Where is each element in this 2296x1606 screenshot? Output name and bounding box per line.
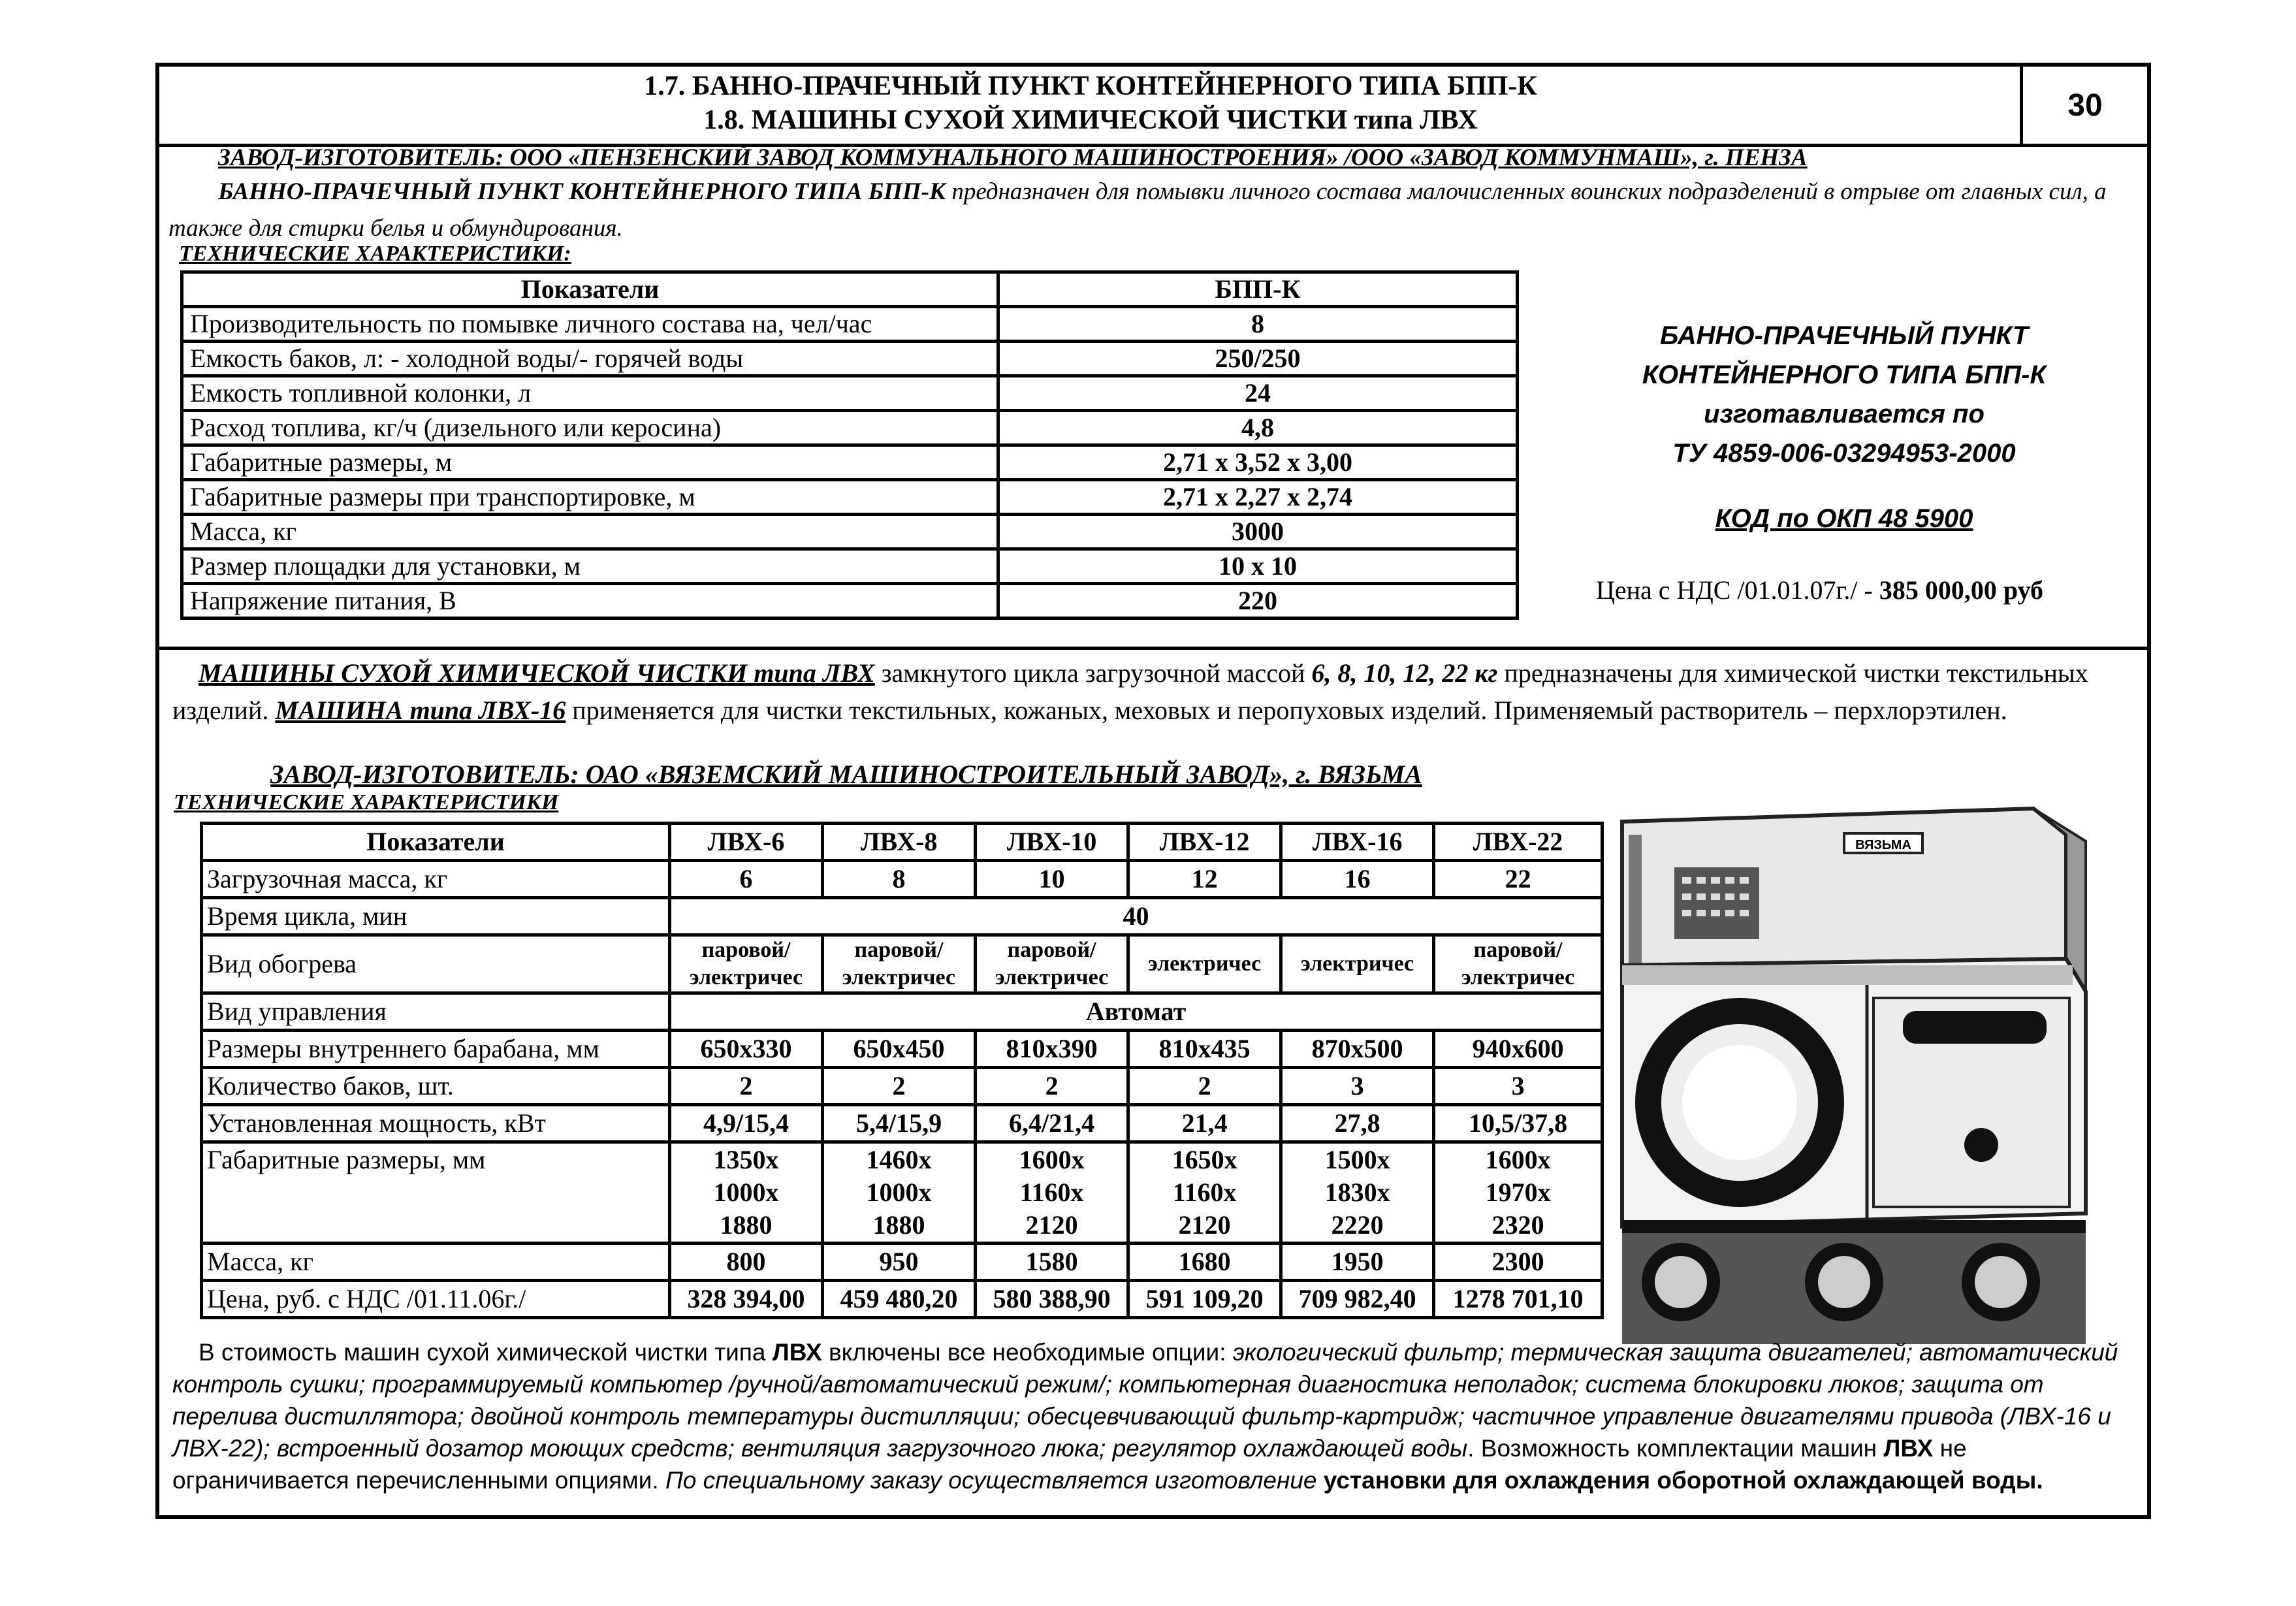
row-label: Емкость баков, л: - холодной воды/- горячей воды	[182, 342, 998, 376]
cell: 2	[823, 1068, 976, 1105]
column-header: ЛВХ-8	[823, 824, 976, 861]
row-label: Габаритные размеры, м	[182, 445, 998, 480]
side-line: изготавливается по	[1704, 400, 1985, 428]
heating-steam: паровой/	[854, 938, 944, 962]
bpp-side-note	[1570, 316, 2118, 538]
row-label: Время цикла, мин	[202, 898, 670, 935]
note-bold: ЛВХ	[1883, 1435, 1934, 1462]
note-text: В стоимость машин сухой химической чистки типа	[199, 1339, 773, 1366]
cell	[823, 935, 976, 993]
note-special: По специальному заказу осуществляется изготовление	[665, 1467, 1317, 1494]
note-bold: ЛВХ	[772, 1339, 822, 1366]
cell: 940х600	[1434, 1031, 1602, 1068]
dim-value: 1830х	[1324, 1178, 1390, 1207]
row-value: 220	[998, 584, 1518, 618]
dim-value: 2320	[1491, 1210, 1544, 1240]
dim-value: 1160х	[1172, 1178, 1237, 1207]
table-row	[202, 1105, 1602, 1142]
dim-value: 1160х	[1019, 1178, 1084, 1207]
heating-electric: электричес	[842, 965, 956, 989]
row-value: 2,71 х 3,52 х 3,00	[998, 445, 1518, 480]
title-bpp: 1.7. БАННО-ПРАЧЕЧНЫЙ ПУНКТ КОНТЕЙНЕРНОГО ТИПА БПП-К	[644, 71, 1537, 101]
dim-value: 1970х	[1485, 1178, 1551, 1207]
cell: 2	[1128, 1068, 1281, 1105]
bpp-intro	[168, 174, 2134, 247]
table-row	[182, 376, 1518, 411]
section-divider	[159, 647, 2147, 650]
side-line: ТУ 4859-006-03294953-2000	[1672, 439, 2016, 468]
note-bold: установки для охлаждения оборотной охлаждающей воды.	[1316, 1467, 2043, 1494]
heating-electric: электричес	[995, 965, 1109, 989]
row-value: 4,8	[998, 411, 1518, 445]
lvx-desc-text: применяется для чистки текстильных, кожаных, меховых и перопуховых изделий. Применяемый растворитель – перхлорэтилен.	[566, 696, 2007, 725]
row-label: Габаритные размеры, мм	[202, 1142, 670, 1244]
row-label: Масса, кг	[202, 1244, 670, 1281]
table-row	[182, 342, 1518, 376]
row-label: Количество баков, шт.	[202, 1068, 670, 1105]
cell: 1278 701,10	[1434, 1281, 1602, 1318]
table-row	[182, 411, 1518, 445]
row-label: Габаритные размеры при транспортировке, м	[182, 480, 998, 515]
cell	[976, 1142, 1128, 1244]
cell: 591 109,20	[1128, 1281, 1281, 1318]
lvx-desc-text: замкнутого цикла загрузочной массой	[874, 658, 1312, 688]
note-text: не ограничивается перечисленными опциями.	[172, 1435, 1967, 1494]
cell: 8	[823, 861, 976, 898]
column-header: Показатели	[182, 272, 998, 307]
row-label: Производительность по помывке личного состава на, чел/час	[182, 307, 998, 342]
cell: 3	[1281, 1068, 1434, 1105]
bpp-tech-heading: ТЕХНИЧЕСКИЕ ХАРАКТЕРИСТИКИ:	[179, 242, 571, 266]
row-value: 250/250	[998, 342, 1518, 376]
row-label: Напряжение питания, В	[182, 584, 998, 618]
dim-value: 1460х	[866, 1145, 932, 1174]
lvx-manufacturer: ЗАВОД-ИЗГОТОВИТЕЛЬ: ОАО «ВЯЗЕМСКИЙ МАШИНОСТРОИТЕЛЬНЫЙ ЗАВОД», г. ВЯЗЬМА	[270, 760, 1422, 789]
cell: 650х330	[670, 1031, 823, 1068]
table-row	[182, 549, 1518, 584]
cell	[1434, 1142, 1602, 1244]
dim-value: 1600х	[1019, 1145, 1085, 1174]
cell: 12	[1128, 861, 1281, 898]
table-row	[202, 993, 1602, 1031]
table-row	[182, 515, 1518, 549]
table-row	[182, 445, 1518, 480]
cell	[1434, 935, 1602, 993]
dim-value: 2120	[1025, 1210, 1078, 1240]
table-row	[182, 584, 1518, 618]
table-row	[202, 1281, 1602, 1318]
heating-steam: паровой/	[1473, 938, 1563, 962]
cell: 709 982,40	[1281, 1281, 1434, 1318]
photo-badge: ВЯЗЬМА	[1855, 838, 1911, 852]
cell	[1128, 1142, 1281, 1244]
table-header-row	[182, 272, 1518, 307]
row-value: 8	[998, 307, 1518, 342]
heating-steam: паровой/	[701, 938, 791, 962]
row-label: Расход топлива, кг/ч (дизельного или керосина)	[182, 411, 998, 445]
column-header: ЛВХ-22	[1434, 824, 1602, 861]
row-value: 3000	[998, 515, 1518, 549]
lvx-spec-table	[200, 822, 1604, 1319]
cell	[976, 935, 1128, 993]
cell: 3	[1434, 1068, 1602, 1105]
bpp-intro-title: БАННО-ПРАЧЕЧНЫЙ ПУНКТ КОНТЕЙНЕРНОГО ТИПА БПП-К	[218, 178, 946, 205]
cell: 800	[670, 1244, 823, 1281]
note-text: включены все необходимые опции:	[821, 1339, 1233, 1366]
lvx-tech-heading: ТЕХНИЧЕСКИЕ ХАРАКТЕРИСТИКИ	[174, 790, 559, 814]
table-row	[202, 935, 1602, 993]
cell: 1950	[1281, 1244, 1434, 1281]
dim-value: 2120	[1178, 1210, 1231, 1240]
row-label: Размеры внутреннего барабана, мм	[202, 1031, 670, 1068]
cell: 2300	[1434, 1244, 1602, 1281]
cell: 2	[670, 1068, 823, 1105]
row-label: Вид обогрева	[202, 935, 670, 993]
cell: 5,4/15,9	[823, 1105, 976, 1142]
cell: 650х450	[823, 1031, 976, 1068]
cell: 6,4/21,4	[976, 1105, 1128, 1142]
column-header: ЛВХ-10	[976, 824, 1128, 861]
bpp-price-value: 385 000,00 руб	[1879, 575, 2044, 605]
cell: 10,5/37,8	[1434, 1105, 1602, 1142]
note-options: экологический фильтр; термическая защита двигателей; автоматический контроль сушки; программируемый компьютер /ручной/автоматический режим/; компьютерная диагностика неполадок; система блокировки люков; защита от перелива дистиллятора; двойной контроль температуры дистилляции; обесцевчивающий фильтр-картридж; частичное управление двигателями привода (ЛВХ-16 и ЛВХ-22); встроенный дозатор моющих средств; вентиляция загрузочного люка; регулятор охлаждающей воды	[172, 1339, 2118, 1462]
cell: 6	[670, 861, 823, 898]
bpp-price-label: Цена с НДС /01.01.07г./ -	[1596, 575, 1879, 605]
row-value: 24	[998, 376, 1518, 411]
heating-electric: электричес	[689, 965, 803, 989]
cell: электричес	[1281, 935, 1434, 993]
column-header: Показатели	[202, 824, 670, 861]
dim-value: 1650х	[1172, 1145, 1237, 1174]
dim-value: 1880	[720, 1210, 773, 1240]
cell: 16	[1281, 861, 1434, 898]
row-label: Емкость топливной колонки, л	[182, 376, 998, 411]
table-row	[182, 307, 1518, 342]
dry-cleaning-machine-photo	[1609, 795, 2105, 1348]
row-value: 2,71 х 2,27 х 2,74	[998, 480, 1518, 515]
lvx16-lead: МАШИНА типа ЛВХ-16	[275, 696, 566, 725]
table-row	[202, 1244, 1602, 1281]
table-row	[202, 1142, 1602, 1244]
cell	[670, 935, 823, 993]
heating-steam: паровой/	[1007, 938, 1096, 962]
lvx-desc-masses: 6, 8, 10, 12, 22 кг	[1311, 658, 1498, 688]
bpp-price	[1596, 575, 2043, 605]
dim-value: 1000х	[866, 1178, 932, 1207]
column-header: ЛВХ-6	[670, 824, 823, 861]
cell	[1281, 1142, 1434, 1244]
table-row	[202, 861, 1602, 898]
section-titles	[159, 69, 2022, 137]
dim-value: 2220	[1331, 1210, 1384, 1240]
cell: 810х435	[1128, 1031, 1281, 1068]
row-label: Установленная мощность, кВт	[202, 1105, 670, 1142]
lvx-description	[172, 654, 2138, 729]
page-number: 30	[2020, 67, 2147, 144]
row-value: 10 х 10	[998, 549, 1518, 584]
table-header-row	[202, 824, 1602, 861]
column-header: ЛВХ-12	[1128, 824, 1281, 861]
dim-value: 1350х	[713, 1145, 779, 1174]
cell: 870х500	[1281, 1031, 1434, 1068]
page-frame	[155, 63, 2151, 1519]
cell: 459 480,20	[823, 1281, 976, 1318]
row-label: Вид управления	[202, 993, 670, 1031]
bpp-manufacturer: ЗАВОД-ИЗГОТОВИТЕЛЬ: ООО «ПЕНЗЕНСКИЙ ЗАВОД КОММУНАЛЬНОГО МАШИНОСТРОЕНИЯ» /ООО «ЗАВОД КОММУНМАШ», г. ПЕНЗА	[218, 144, 1808, 171]
cell	[670, 1142, 823, 1244]
row-label: Масса, кг	[182, 515, 998, 549]
cell: 4,9/15,4	[670, 1105, 823, 1142]
cell: 1680	[1128, 1244, 1281, 1281]
cell: Автомат	[670, 993, 1602, 1031]
dim-value: 1000х	[713, 1178, 779, 1207]
dim-value: 1600х	[1485, 1145, 1551, 1174]
bpp-spec-table	[180, 270, 1519, 620]
side-line: КОНТЕЙНЕРНОГО ТИПА БПП-К	[1642, 361, 2047, 389]
cell: 950	[823, 1244, 976, 1281]
note-text: . Возможность комплектации машин	[1467, 1435, 1884, 1462]
column-header: ЛВХ-16	[1281, 824, 1434, 861]
cell: 1580	[976, 1244, 1128, 1281]
heating-electric: электричес	[1461, 965, 1575, 989]
cell: 22	[1434, 861, 1602, 898]
cell: 40	[670, 898, 1602, 935]
lvx-options-note	[172, 1336, 2138, 1496]
side-line: БАННО-ПРАЧЕЧНЫЙ ПУНКТ	[1659, 321, 2029, 350]
cell: 21,4	[1128, 1105, 1281, 1142]
lvx-desc-lead: МАШИНЫ СУХОЙ ХИМИЧЕСКОЙ ЧИСТКИ типа ЛВХ	[199, 658, 875, 688]
lvx-desc-text: предназначены для химической чистки текстильных изделий.	[172, 658, 2088, 725]
row-label: Загрузочная масса, кг	[202, 861, 670, 898]
table-row	[182, 480, 1518, 515]
cell: электричес	[1128, 935, 1281, 993]
cell: 580 388,90	[976, 1281, 1128, 1318]
cell: 810х390	[976, 1031, 1128, 1068]
table-row	[202, 898, 1602, 935]
bpp-intro-text: предназначен для помывки личного состава малочисленных воинских подразделений в отрыве от главных сил, а также для стирки белья и обмундирования.	[168, 178, 2107, 242]
column-header: БПП-К	[998, 272, 1518, 307]
dim-value: 1500х	[1324, 1145, 1390, 1174]
cell: 328 394,00	[670, 1281, 823, 1318]
page-header	[159, 67, 2147, 147]
table-row	[202, 1031, 1602, 1068]
row-label: Размер площадки для установки, м	[182, 549, 998, 584]
cell: 27,8	[1281, 1105, 1434, 1142]
table-row	[202, 1068, 1602, 1105]
title-lvx: 1.8. МАШИНЫ СУХОЙ ХИМИЧЕСКОЙ ЧИСТКИ типа ЛВХ	[703, 105, 1478, 135]
dim-value: 1880	[872, 1210, 925, 1240]
cell: 10	[976, 861, 1128, 898]
cell: 2	[976, 1068, 1128, 1105]
cell	[823, 1142, 976, 1244]
okp-code: КОД по ОКП 48 5900	[1715, 504, 1973, 533]
row-label: Цена, руб. с НДС /01.11.06г./	[202, 1281, 670, 1318]
